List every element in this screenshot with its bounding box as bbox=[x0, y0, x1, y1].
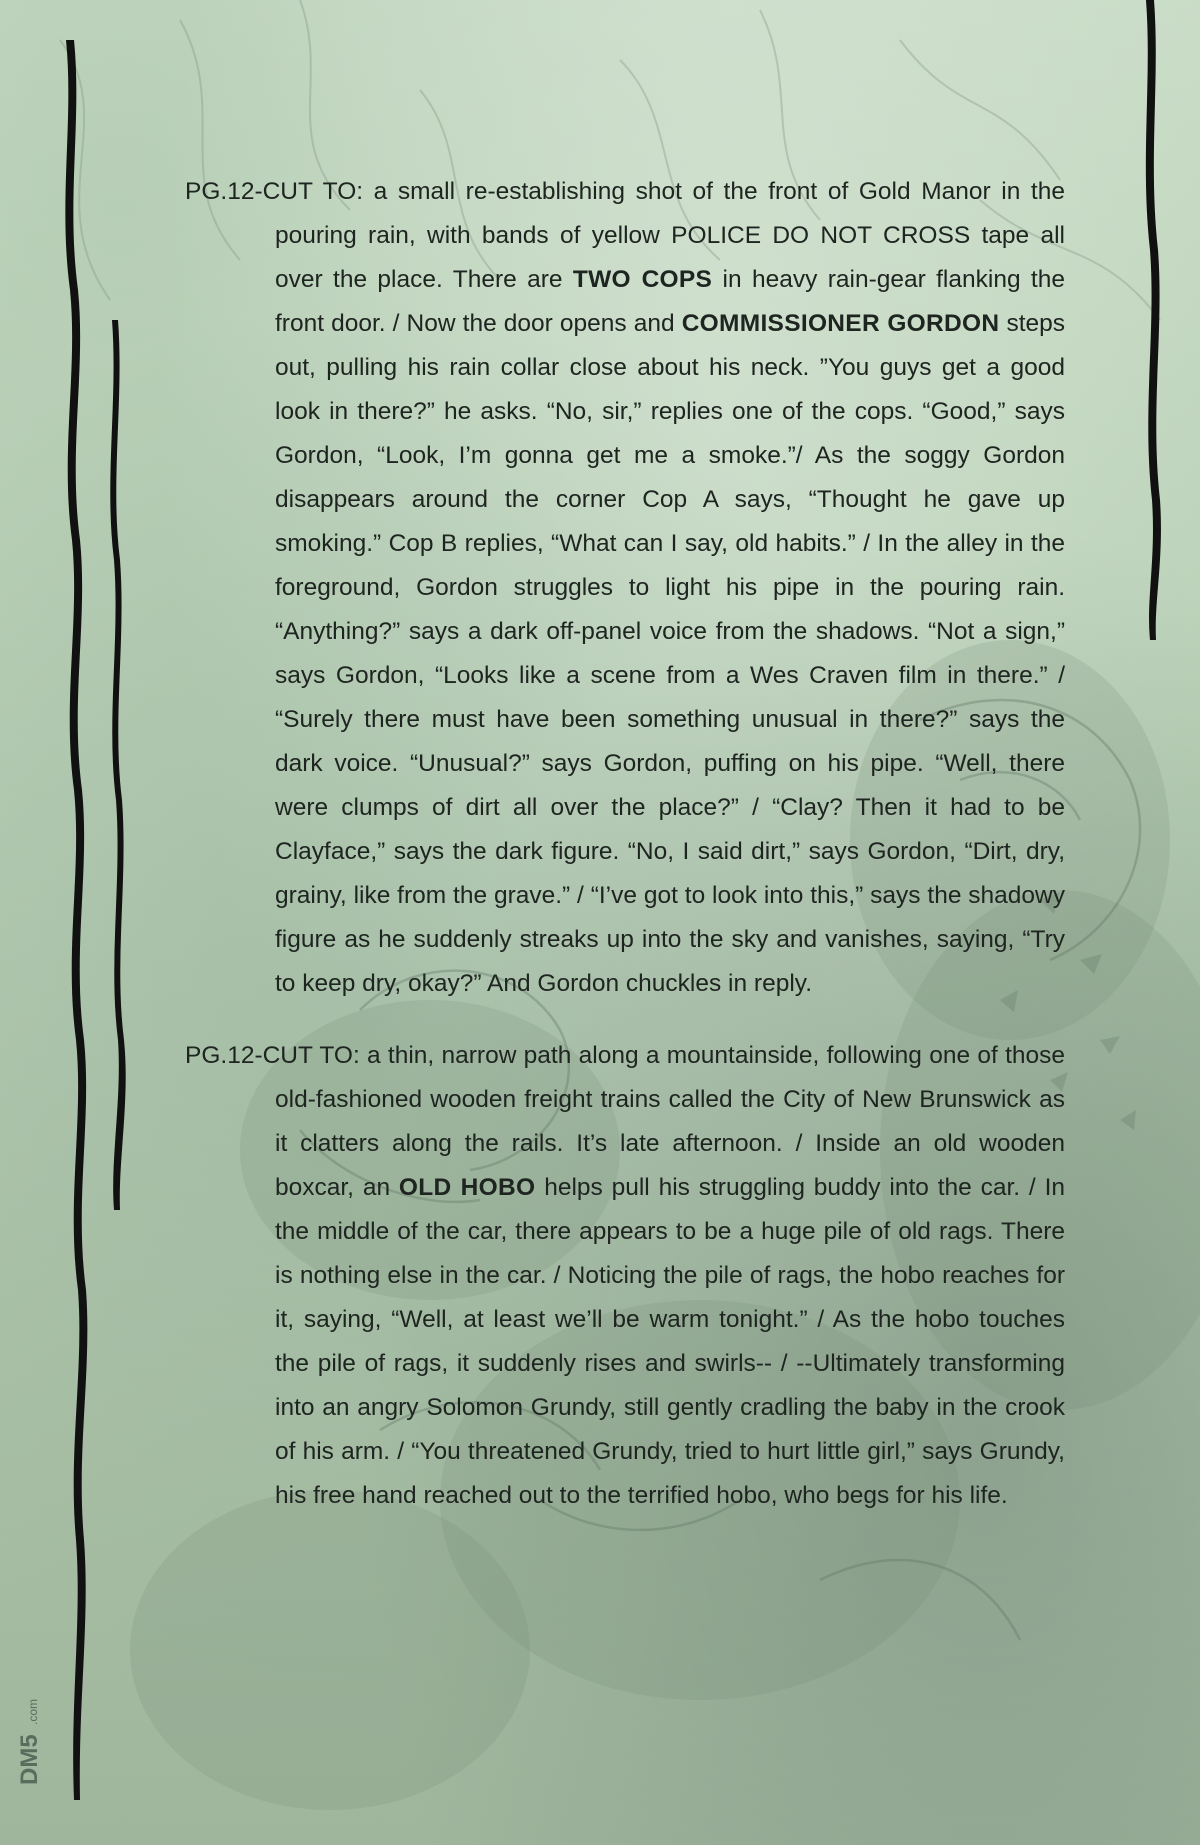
script-text: in heavy rain-gear flanking the front door. / Now the door opens and bbox=[275, 266, 1065, 337]
script-text: PG.12-CUT TO: a small re-establishing shot of the front of Gold Manor in the pouring rain, with bands of yellow POLICE DO NOT CROSS tape all over the place. There are bbox=[185, 178, 1065, 293]
script-text-block bbox=[185, 170, 1065, 1546]
script-text: steps out, pulling his rain collar close about his neck. ”You guys get a good look in there?” he asks. “No, sir,” replies one of the cops. “Good,” says Gordon, “Look, I’m gonna get me a smoke.”/ As the soggy Gordon disappears around the corner Cop A says, “Thought he gave up smoking.” Cop B replies, “What can I say, old habits.” / In the alley in the foreground, Gordon struggles to light his pipe in the pouring rain. “Anything?” says a dark off-panel voice from the shadows. “Not a sign,” says Gordon, “Looks like a scene from a Wes Craven film in there.” / “Surely there must have been something unusual in there?” says the dark voice. “Unusual?” says Gordon, puffing on his pipe. “Well, there were clumps of dirt all over the place?” / “Clay? Then it had to be Clayface,” says the dark figure. “No, I said dirt,” says Gordon, “Dirt, dry, grainy, like from the grave.” / “I’ve got to look into this,” says the shadowy figure as he suddenly streaks up into the sky and vanishes, saying, “Try to keep dry, okay?” And Gordon chuckles in reply. bbox=[275, 310, 1066, 997]
right-ink-line bbox=[1146, 0, 1161, 640]
left-inner-ink-line bbox=[110, 320, 125, 1210]
svg-text:.com: .com bbox=[26, 1698, 40, 1725]
dm5-watermark-logo bbox=[14, 1680, 44, 1800]
script-entry-2 bbox=[185, 1034, 1065, 1518]
svg-text:DM5: DM5 bbox=[16, 1734, 43, 1785]
script-entry-1 bbox=[185, 170, 1065, 1006]
script-paragraph bbox=[185, 1034, 1065, 1518]
script-text: helps pull his struggling buddy into the car. / In the middle of the car, there appears to be a huge pile of old rags. There is nothing else in the car. / Noticing the pile of rags, the hobo reaches for it, saying, “Well, at least we’ll be warm tonight.” / As the hobo touches the pile of rags, it suddenly rises and swirls-- / --Ultimately transforming into an angry Solomon Grundy, still gently cradling the baby in the crook of his arm. / “You threatened Grundy, tried to hurt little girl,” says Grundy, his free hand reached out to the terrified hobo, who begs for his life. bbox=[275, 1174, 1065, 1509]
script-paragraph bbox=[185, 170, 1065, 1006]
character-name: COMMISSIONER GORDON bbox=[681, 310, 1000, 337]
character-name: OLD HOBO bbox=[398, 1174, 536, 1201]
left-outer-ink-line bbox=[65, 40, 87, 1800]
script-text: PG.12-CUT TO: a thin, narrow path along a mountainside, following one of those old-fashioned wooden freight trains called the City of New Brunswick as it clatters along the rails. It’s late afternoon. / Inside an old wooden boxcar, an bbox=[185, 1042, 1065, 1201]
character-name: TWO COPS bbox=[572, 266, 713, 293]
